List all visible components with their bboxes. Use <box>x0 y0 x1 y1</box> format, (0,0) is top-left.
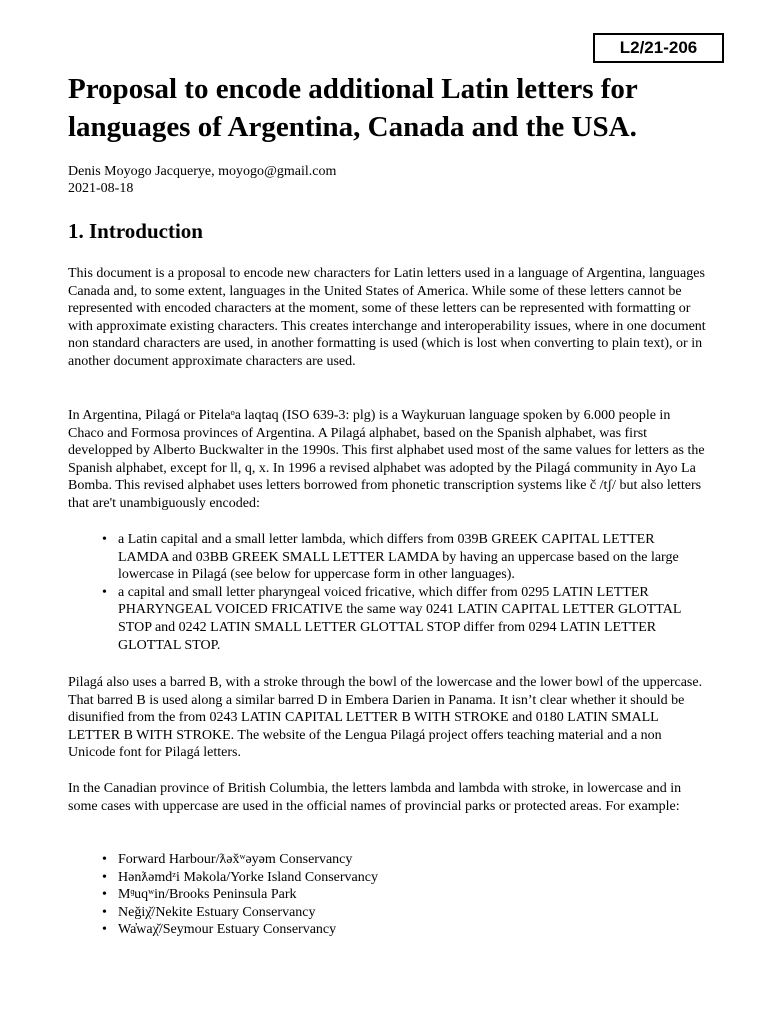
bc-place-name-list <box>68 851 708 939</box>
pilaga-paragraph: In Argentina, Pilagá or Pitelaᵒa laqtaq (ISO 639-3: plg) is a Waykuruan language spoken by 6.000 people in Chaco and Formosa provinces of Argentina. A Pilagá alphabet, based on the Spanish alphabet, was first developped by Alberto Buckwalter in the 1990s. This first alphabet used most of the same values for letters as the Spanish alphabet, except for ll, q, x. In 1996 a revised alphabet was adopted by the Pilagá community in Ayo La Bomba. This revised alphabet uses letters borrowed from phonetic transcription systems like č /tʃ/ but also letters that are't unambiguously encoded: <box>68 408 705 511</box>
document-number-box: L2/21-206 <box>593 33 724 63</box>
list-item: • Hənƛəmdᶻi Məkola/Yorke Island Conservancy <box>68 869 708 887</box>
list-item: • Wa̓waχ̌/Seymour Estuary Conservancy <box>68 921 708 939</box>
list-item: • a capital and small letter pharyngeal voiced fricative, which differ from 0295 LATIN LETTER PHARYNGEAL VOICED FRICATIVE the same way 0241 LATIN CAPITAL LETTER GLOTTAL STOP and 0242 LATIN SMALL LETTER GLOTTAL STOP differ from 0294 LATIN LETTER GLOTTAL STOP. <box>68 584 708 654</box>
pilaga-letter-list <box>68 531 708 654</box>
intro-paragraph: This document is a proposal to encode new characters for Latin letters used in a language of Argentina, languages Canada and, to some extent, languages in the United States of America. While some of these letters cannot be represented with encoded characters at the moment, some of these letters can be represented with formatting or with approximate existing characters. This creates interchange and interoperability issues, where in one document non standard characters are used, in another formatting is used (which is lost when converting to plain text), or in another document approximate characters are used. <box>68 266 706 369</box>
british-columbia-paragraph: In the Canadian province of British Columbia, the letters lambda and lambda with stroke, in lowercase and in some cases with uppercase are used in the official names of provincial parks or protected areas. For example: <box>68 781 682 814</box>
document-date: 2021-08-18 <box>68 181 134 196</box>
list-item: • Neğiχ̌/Nekite Estuary Conservancy <box>68 904 708 922</box>
section-heading-introduction: 1. Introduction <box>68 219 203 243</box>
list-item: • Forward Harbour/ƛəx̌ʷəyəm Conservancy <box>68 851 708 869</box>
author-block <box>68 163 728 197</box>
list-item: • a Latin capital and a small letter lambda, which differs from 039B GREEK CAPITAL LETTER LAMDA and 03BB GREEK SMALL LETTER LAMDA by having an uppercase based on the large lowercase in Pilagá (see below for uppercase form in other languages). <box>68 531 708 584</box>
list-item: • Mᶢuqʷin/Brooks Peninsula Park <box>68 886 708 904</box>
barred-b-paragraph: Pilagá also uses a barred B, with a stroke through the bowl of the lowercase and the lower bowl of the uppercase. That barred B is used along a similar barred D in Embera Darien in Panama. It isn’t clear whether it should be disunified from the from 0243 LATIN CAPITAL LETTER B WITH STROKE and 0180 LATIN SMALL LETTER B WITH STROKE. The website of the Lengua Pilagá project offers teaching material and a non Unicode font for Pilagá letters. <box>68 675 703 761</box>
author-line: Denis Moyogo Jacquerye, moyogo@gmail.com <box>68 164 337 179</box>
document-title: Proposal to encode additional Latin letters for languages of Argentina, Canada and the USA. <box>68 73 638 143</box>
